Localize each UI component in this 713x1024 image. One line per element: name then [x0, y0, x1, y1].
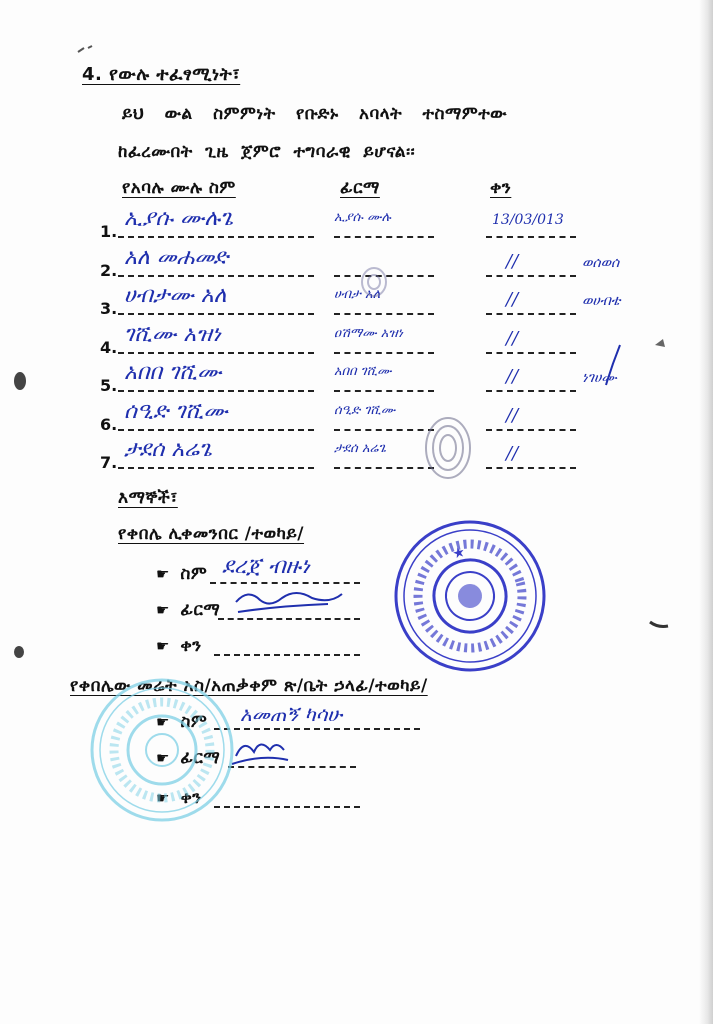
land-office-title: የቀበሌው መሬት አስ/አጠቃቀም ጽ/ቤት ኃላፊ/ተወካይ/	[70, 676, 428, 696]
date-handwritten: //	[506, 289, 519, 310]
column-header-signature: ፊርማ	[340, 178, 380, 198]
chairman-signature-scribble	[236, 593, 342, 612]
member-name-handwritten: ኢያሱ ሙሉጌ	[124, 206, 234, 231]
chairman-date-label: ቀን	[180, 636, 202, 656]
witnesses-heading: እማኞች፣	[118, 488, 178, 508]
column-header-name: የአባሉ ሙሉ ስም	[122, 178, 236, 198]
section-title: 4. የውሉ ተፈፃሚነት፣	[82, 64, 241, 85]
date-handwritten: //	[506, 404, 519, 426]
margin-note-handwritten: ነገሀሙ	[582, 370, 617, 386]
hand-pointer-icon: ☛	[156, 637, 170, 655]
hand-pointer-icon: ☛	[156, 601, 170, 619]
member-name-handwritten: አበበ ገሺሙ	[124, 360, 222, 385]
margin-smudge	[650, 622, 668, 627]
margin-speck	[78, 46, 92, 52]
margin-smudge-triangle	[655, 339, 665, 347]
row-number: 3.	[100, 299, 118, 318]
row-number: 4.	[100, 337, 118, 357]
kebele-stamp-blue	[379, 505, 560, 686]
member-name-handwritten: ታደሰ አሬጌ	[124, 437, 213, 462]
chairman-name-label: ስም	[180, 564, 208, 584]
chairman-signature-label: ፊርማ	[180, 600, 221, 620]
row-number: 1.	[100, 222, 118, 241]
row-number: 2.	[100, 260, 118, 280]
fingerprint-mark	[426, 418, 470, 478]
chairman-name-handwritten: ደረጀ ብዙነ	[222, 554, 310, 579]
paragraph-line-1: ይህ ውል ስምምነት የቡድኑ አባላት ተስማምተው	[122, 104, 507, 124]
row-number: 7.	[100, 453, 118, 472]
member-signature-handwritten: አበበ ገሺሙ	[334, 364, 392, 379]
land-office-name-label: ስም	[180, 712, 208, 732]
date-handwritten: //	[506, 443, 519, 464]
member-name-handwritten: ገሺሙ አዝነ	[124, 321, 221, 347]
hand-pointer-icon: ☛	[156, 713, 170, 731]
margin-note-handwritten: ወሰወሰ	[582, 254, 620, 271]
hand-pointer-icon: ☛	[156, 565, 170, 583]
land-office-date-label: ቀን	[180, 788, 202, 808]
paragraph-line-2: ከፈረሙበት ጊዜ ጀምሮ ተግባራዊ ይሆናል፡፡	[118, 142, 416, 162]
hand-pointer-icon: ☛	[156, 789, 170, 807]
member-name-handwritten: ሰዒድ ገሺሙ	[124, 398, 228, 424]
member-signature-handwritten: ዐሽማሙ አዝነ	[334, 325, 403, 341]
date-handwritten: //	[506, 366, 519, 387]
land-office-signature-label: ፊርማ	[180, 748, 221, 768]
hand-pointer-icon: ☛	[156, 749, 170, 767]
member-signature-handwritten: ታደሰ አሬጌ	[334, 441, 387, 456]
date-handwritten: //	[506, 250, 519, 272]
chairman-title: የቀበሌ ሊቀመንበር /ተወካይ/	[118, 524, 305, 544]
date-handwritten: 13/03/013	[492, 212, 564, 228]
date-handwritten: //	[506, 327, 519, 349]
row-number: 6.	[100, 414, 118, 434]
member-signature-handwritten: ሀብታ አለ	[334, 287, 381, 302]
column-header-date: ቀን	[490, 178, 512, 198]
svg-text:★: ★	[450, 544, 468, 563]
land-office-stamp-cyan	[92, 680, 232, 820]
row-number: 5.	[100, 376, 118, 395]
bracket-stroke	[606, 345, 620, 385]
member-signature-handwritten: ኢያሱ ሙሉ	[334, 210, 391, 225]
member-name-handwritten: አለ መሐመድ	[124, 244, 229, 270]
land-office-name-handwritten: አመጠኝ ካሳሁ	[240, 702, 343, 726]
margin-note-handwritten: ወሀብቴ	[582, 293, 621, 309]
fingerprint-mark-small	[362, 268, 386, 296]
land-office-signature-scribble	[232, 744, 288, 764]
member-name-handwritten: ሀብታሙ አለ	[124, 283, 227, 308]
member-signature-handwritten: ሰዒድ ገሺሙ	[334, 402, 396, 418]
